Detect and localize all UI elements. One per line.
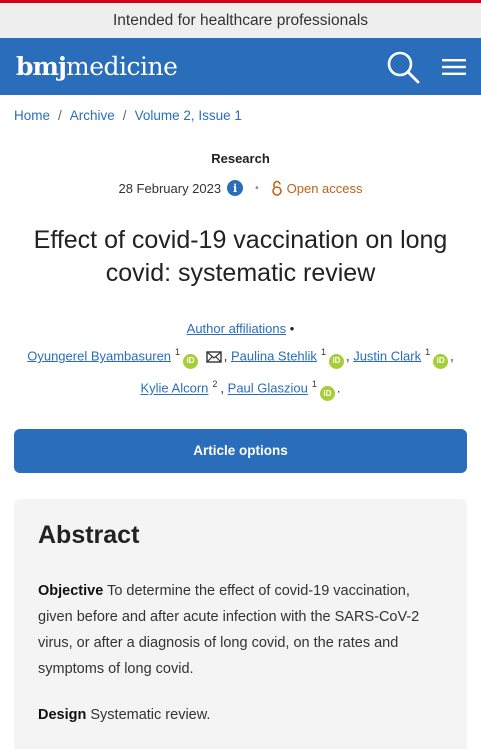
breadcrumb-separator: / [58, 107, 62, 123]
menu-icon[interactable] [441, 57, 467, 77]
article-meta [0, 180, 481, 196]
site-header [0, 38, 481, 95]
author-period: . [336, 380, 341, 396]
info-icon[interactable]: i [227, 180, 243, 196]
publication-date: 28 February 2023 [118, 180, 222, 196]
author-sup: 2 [212, 379, 218, 390]
orcid-icon[interactable]: iD [183, 354, 198, 369]
author-name[interactable]: Kylie Alcorn [140, 380, 209, 396]
abstract-heading: Abstract [38, 520, 140, 549]
abstract-section [14, 499, 467, 749]
orcid-icon[interactable]: iD [433, 354, 448, 369]
abstract-objective [38, 578, 443, 682]
author-name[interactable]: Oyungerel Byambasuren [27, 348, 172, 364]
author-comma: , [450, 348, 454, 364]
objective-label: Objective [38, 582, 104, 599]
author-name[interactable]: Paul Glasziou [227, 380, 308, 396]
author-sup: 1 [311, 379, 317, 390]
open-lock-icon [271, 180, 283, 196]
author-affiliations [0, 321, 481, 336]
meta-bullet: • [255, 182, 259, 194]
article-title: Effect of covid-19 vaccination on long covid: systematic review [33, 226, 448, 287]
professional-banner [0, 0, 481, 38]
objective-text: To determine the effect of covid-19 vaccination, given before and after acute infection with the SARS-CoV-2 virus, or after a diagnosis of long covid, on the rates and symptoms of long covid. [38, 582, 420, 677]
breadcrumb-home[interactable]: Home [14, 107, 51, 123]
author-sup: 1 [320, 347, 326, 357]
author-affiliations-link[interactable]: Author affiliations [186, 321, 287, 336]
author-sup: 1 [425, 347, 431, 357]
search-icon[interactable] [385, 49, 421, 85]
breadcrumb-issue[interactable]: Volume 2, Issue 1 [134, 107, 242, 123]
breadcrumb-separator: / [122, 107, 127, 123]
open-access-badge [271, 180, 363, 196]
author-comma: , [345, 348, 350, 364]
article-type: Research [211, 151, 270, 166]
bmj-medicine-logo[interactable] [16, 52, 177, 81]
banner-text: Intended for healthcare professionals [112, 11, 369, 29]
open-access-label: Open access [286, 180, 363, 196]
breadcrumb-archive[interactable]: Archive [69, 107, 115, 123]
article-options-button[interactable]: Article options [14, 429, 467, 473]
breadcrumb [0, 95, 481, 135]
author-comma: , [220, 380, 225, 396]
logo-bold: bmj [16, 52, 66, 81]
author-list [14, 338, 467, 403]
orcid-icon[interactable]: iD [329, 354, 344, 369]
author-comma: , [223, 348, 228, 364]
logo-light: medicine [65, 52, 178, 81]
author-sup: 1 [175, 347, 181, 357]
abstract-design [38, 702, 443, 728]
affiliations-bullet: • [289, 321, 295, 336]
author-name[interactable]: Paulina Stehlik [230, 348, 317, 364]
author-name[interactable]: Justin Clark [353, 348, 422, 364]
design-text: Systematic review. [90, 706, 211, 723]
orcid-icon[interactable]: iD [320, 386, 335, 401]
design-label: Design [38, 706, 87, 723]
envelope-icon[interactable] [206, 351, 222, 363]
